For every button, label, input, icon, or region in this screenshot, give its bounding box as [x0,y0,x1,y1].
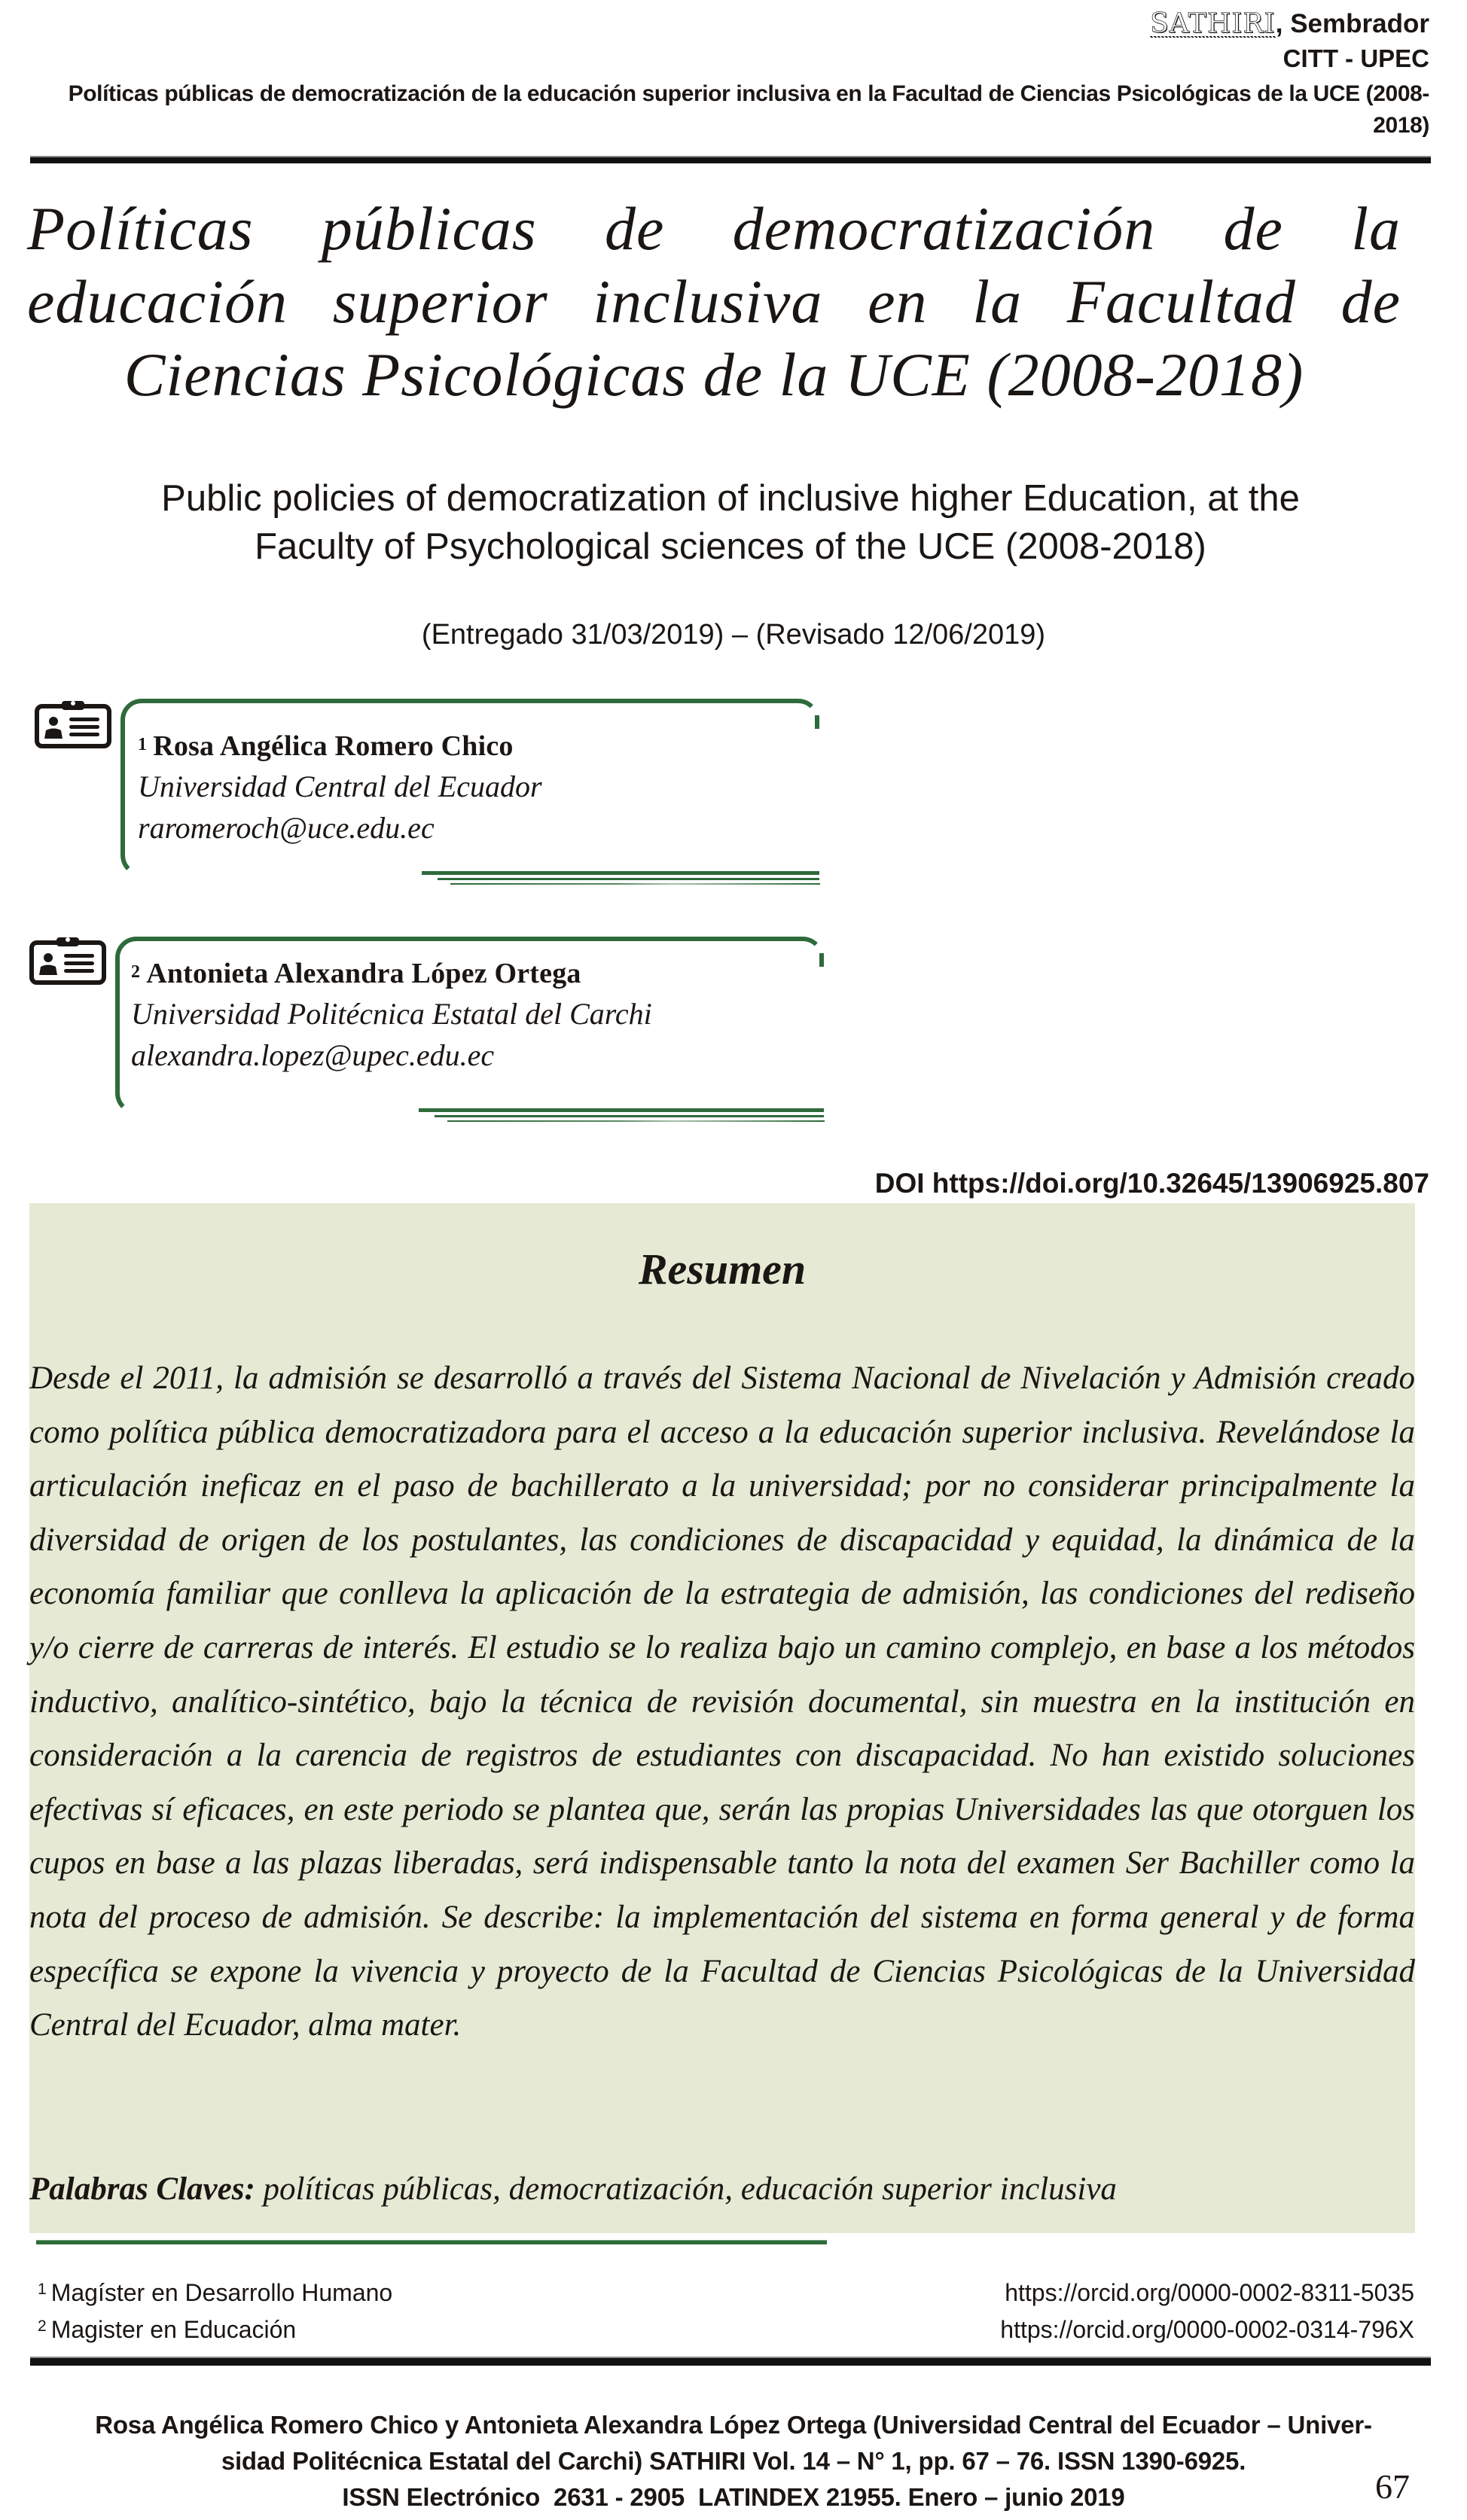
author-affiliation: Universidad Central del Ecuador [138,769,542,803]
orcid-link-2[interactable]: https://orcid.org/0000-0002-0314-796X [1000,2316,1414,2343]
footnote-number: 2 [38,2317,47,2335]
english-title [60,474,1401,571]
author-email[interactable]: alexandra.lopez@upec.edu.ec [131,1038,495,1072]
journal-logo: SATHIRI [1150,8,1276,39]
abstract-body: Desde el 2011, la admisión se desarrolló a través del Sistema Nacional de Nivelación y Admisión creado como política pública democratizadora para el acceso a la educación superior inclusiva. Revelándose la articulación ineficaz en el paso de bachillerato a la universidad; por no considerar principalmente la diversidad de origen de los postulantes, las condiciones de discapacidad y equidad, la dinámica de la economía familiar que conlleva la aplicación de la estrategia de admisión, las condiciones del rediseño y/o cierre de carreras de interés. El estudio se lo realiza bajo un camino complejo, en base a los métodos inductivo, analítico-sintético, bajo la técnica de revisión documental, sin muestra en la institución en consideración a la carencia de registros de estudiantes con discapacidad. No han existido soluciones efectivas sí eficaces, en este periodo se plantea que, serán las propias Universidades las que otorguen los cupos en base a las plazas liberadas, será indispensable tanto la nota del examen Ser Bachiller como la nota del proceso de admisión. Se describe: la implementación del sistema en forma general y de forma específica se expone la vivencia y proyecto de la Facultad de Ciencias Psicológicas de la Universidad Central del Ecuador, alma mater. [29,1361,1415,2043]
decorative-line [438,878,819,880]
footnote-text: Magíster en Desarrollo Humano [50,2279,393,2306]
journal-suffix: , Sembrador [1275,9,1429,38]
footnote-text: Magister en Educación [50,2316,297,2343]
citation [23,2407,1444,2515]
citation-line-3: ISSN Electrónico 2631 - 2905 LATINDEX 21955. Enero – junio 2019 [342,2483,1125,2511]
citation-line-2: sidad Politécnica Estatal del Carchi) SATHIRI Vol. 14 – N° 1, pp. 67 – 76. ISSN 1390-6925. [221,2447,1246,2475]
keywords [29,2168,1415,2211]
keywords-label: Palabras Claves: [29,2171,255,2207]
footnote-number: 1 [38,2281,47,2298]
abstract-heading: Resumen [638,1245,807,1294]
decorative-line [422,871,819,875]
page-number: 67 [1375,2467,1410,2506]
footnote-2 [38,2314,296,2345]
id-badge-icon [29,935,106,985]
author-email[interactable]: raromeroch@uce.edu.ec [138,811,435,845]
decorative-line [435,1115,824,1117]
running-title: Políticas públicas de democratización de la educación superior inclusiva en la Facultad de Ciencias Psicológicas de la UCE (2008-2018) [68,81,1429,138]
author-affiliation: Universidad Politécnica Estatal del Carchi [131,997,652,1031]
keywords-list: políticas públicas, democratización, educación superior inclusiva [255,2171,1117,2207]
author-name-text: Antonieta Alexandra López Ortega [146,958,581,989]
submission-dates: (Entregado 31/03/2019) – (Revisado 12/06/2019) [421,619,1046,651]
title-line-2: Ciencias Psicológicas de la UCE (2008-2018) [124,340,1304,409]
footnote-rule [36,2240,827,2244]
author-name [131,956,581,991]
english-title-line-1: Public policies of democratization of inclusive higher Education, at the [161,478,1300,519]
article-title [27,192,1401,411]
publisher: CITT - UPEC [1282,44,1429,72]
decorative-line [447,1120,825,1122]
author-number: 2 [131,962,141,982]
journal-brand [1150,9,1429,39]
title-line-1: Políticas públicas de democratización de la educación superior inclusiva en la Facultad de [27,194,1401,336]
decorative-line [450,883,820,885]
header-rule [30,156,1431,163]
footer-rule [30,2357,1431,2366]
id-badge-icon [35,699,111,748]
citation-line-1: Rosa Angélica Romero Chico y Antonieta Alexandra López Ortega (Universidad Central del Ecuador – Univer- [95,2411,1372,2439]
footnote-1 [38,2278,392,2308]
author-name-text: Rosa Angélica Romero Chico [153,730,514,762]
doi-link[interactable]: DOI https://doi.org/10.32645/13906925.807 [874,1168,1429,1199]
decorative-line [419,1108,824,1112]
author-number: 1 [138,735,148,754]
author-name [138,729,514,763]
author-card-corner [819,953,824,967]
english-title-line-2: Faculty of Psychological sciences of the UCE (2008-2018) [255,526,1206,567]
author-card-corner [815,715,819,729]
orcid-link-1[interactable]: https://orcid.org/0000-0002-8311-5035 [1005,2279,1414,2306]
